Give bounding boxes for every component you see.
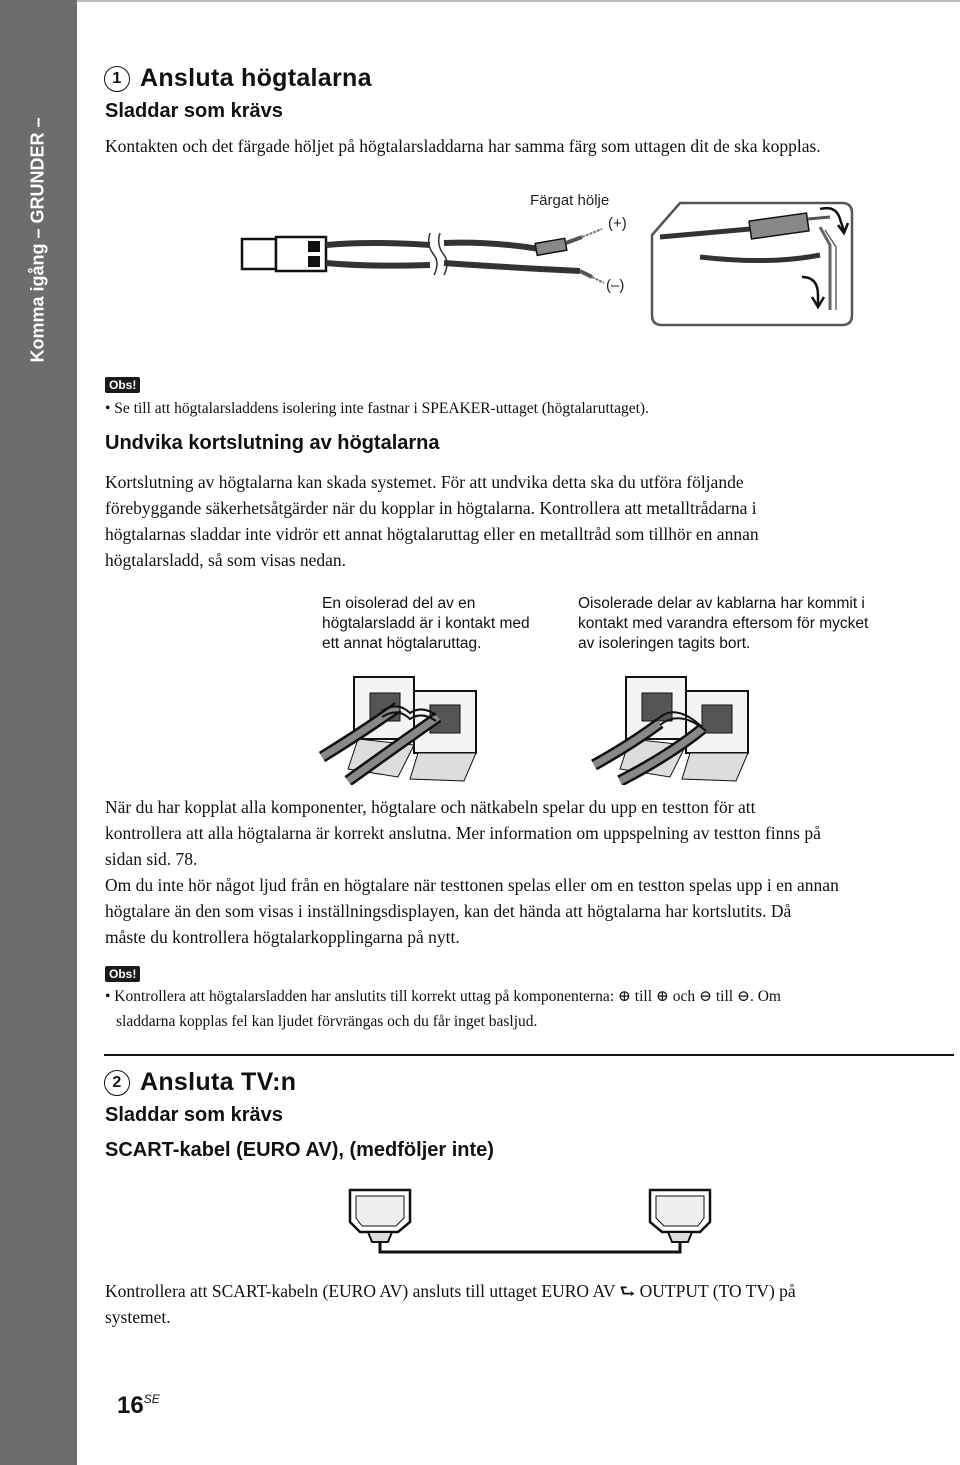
speaker-cable-diagram	[230, 185, 860, 335]
diagram-label-cover: Färgat hölje	[530, 192, 610, 209]
sidebar	[0, 0, 77, 1465]
test-line-5: högtalare än den som visas i inställningsdisplayen, kan det hända att högtalarna har kortslutits. Då	[105, 901, 792, 921]
short-circuit-line-3: högtalarnas sladdar inte vidrör ett annat högtalaruttag eller en metalltråd som tillhör en annan	[105, 524, 759, 544]
cables-text: Kontakten och det färgade höljet på högtalarsladdarna har samma färg som uttagen dit de ska kopplas.	[105, 136, 821, 156]
note-badge-1: Obs!	[105, 376, 140, 394]
section-1-heading	[104, 64, 372, 93]
terminal-illustration-left	[318, 665, 498, 785]
section-2-heading	[104, 1068, 296, 1097]
terminal-illustration-right	[590, 665, 770, 785]
short-circuit-heading: Undvika kortslutning av högtalarna	[105, 432, 440, 454]
short-circuit-line-1: Kortslutning av högtalarna kan skada systemet. För att undvika detta ska du utföra följande	[105, 472, 744, 492]
short-circuit-line-4: högtalarsladd, så som visas nedan.	[105, 550, 347, 570]
section-divider	[104, 1054, 954, 1056]
test-line-4: Om du inte hör något ljud från en högtalare när testtonen spelas eller om en testton spelas upp i en annan	[105, 875, 839, 895]
cables-heading: Sladdar som krävs	[105, 100, 283, 122]
caption-left: En oisolerad del av en högtalarsladd är i kontakt med ett annat högtalaruttag.	[322, 595, 530, 652]
page-number: $16^{SE}$	[117, 1392, 160, 1419]
section-2-title: Ansluta TV:n	[140, 1068, 297, 1096]
note-text-2-line-2: sladdarna kopplas fel kan ljudet förvrängas och du får inget basljud.	[116, 1013, 538, 1030]
scart-cable-name: SCART-kabel (EURO AV), (medföljer inte)	[105, 1139, 494, 1161]
short-circuit-line-2: förebyggande säkerhetsåtgärder när du kopplar in högtalarna. Kontrollera att metalltrådarna i	[105, 498, 757, 518]
test-line-3: sidan sid. 78.	[105, 849, 198, 869]
scart-cable-illustration	[340, 1180, 720, 1260]
sidebar-label: Komma igång – GRUNDER –	[27, 117, 48, 363]
note-badge-2: Obs!	[105, 965, 140, 983]
note-text-2-line-1: • Kontrollera att högtalarsladden har anslutits till korrekt uttag på komponenterna: ⊕ till ⊕ och ⊖ till ⊖. Om	[105, 988, 781, 1005]
section-1-number: 1	[104, 66, 130, 92]
scart-connect-line-2: systemet.	[105, 1307, 171, 1327]
test-line-1: När du har kopplat alla komponenter, högtalare och nätkabeln spelar du upp en testton för att	[105, 797, 756, 817]
diagram-label-minus: (–)	[606, 277, 625, 294]
section-1-title: Ansluta högtalarna	[140, 64, 372, 92]
test-line-2: kontrollera att alla högtalarna är korrekt anslutna. Mer information om uppspelning av testton finns på	[105, 823, 821, 843]
test-line-6: måste du kontrollera högtalarkopplingarna på nytt.	[105, 927, 460, 947]
scart-connect-line-1: Kontrollera att SCART-kabeln (EURO AV) ansluts till uttaget EURO AV ⮑ OUTPUT (TO TV) på	[105, 1281, 796, 1301]
top-rule	[77, 0, 960, 2]
section-2-number: 2	[104, 1070, 130, 1096]
section-2-cables-heading: Sladdar som krävs	[105, 1104, 283, 1126]
diagram-label-plus: (+)	[608, 215, 627, 232]
note-text-1: • Se till att högtalarsladdens isolering inte fastnar i SPEAKER-uttaget (högtalaruttaget).	[105, 400, 649, 417]
caption-right: Oisolerade delar av kablarna har kommit i kontakt med varandra eftersom för mycket av isoleringen tagits bort.	[578, 595, 869, 652]
